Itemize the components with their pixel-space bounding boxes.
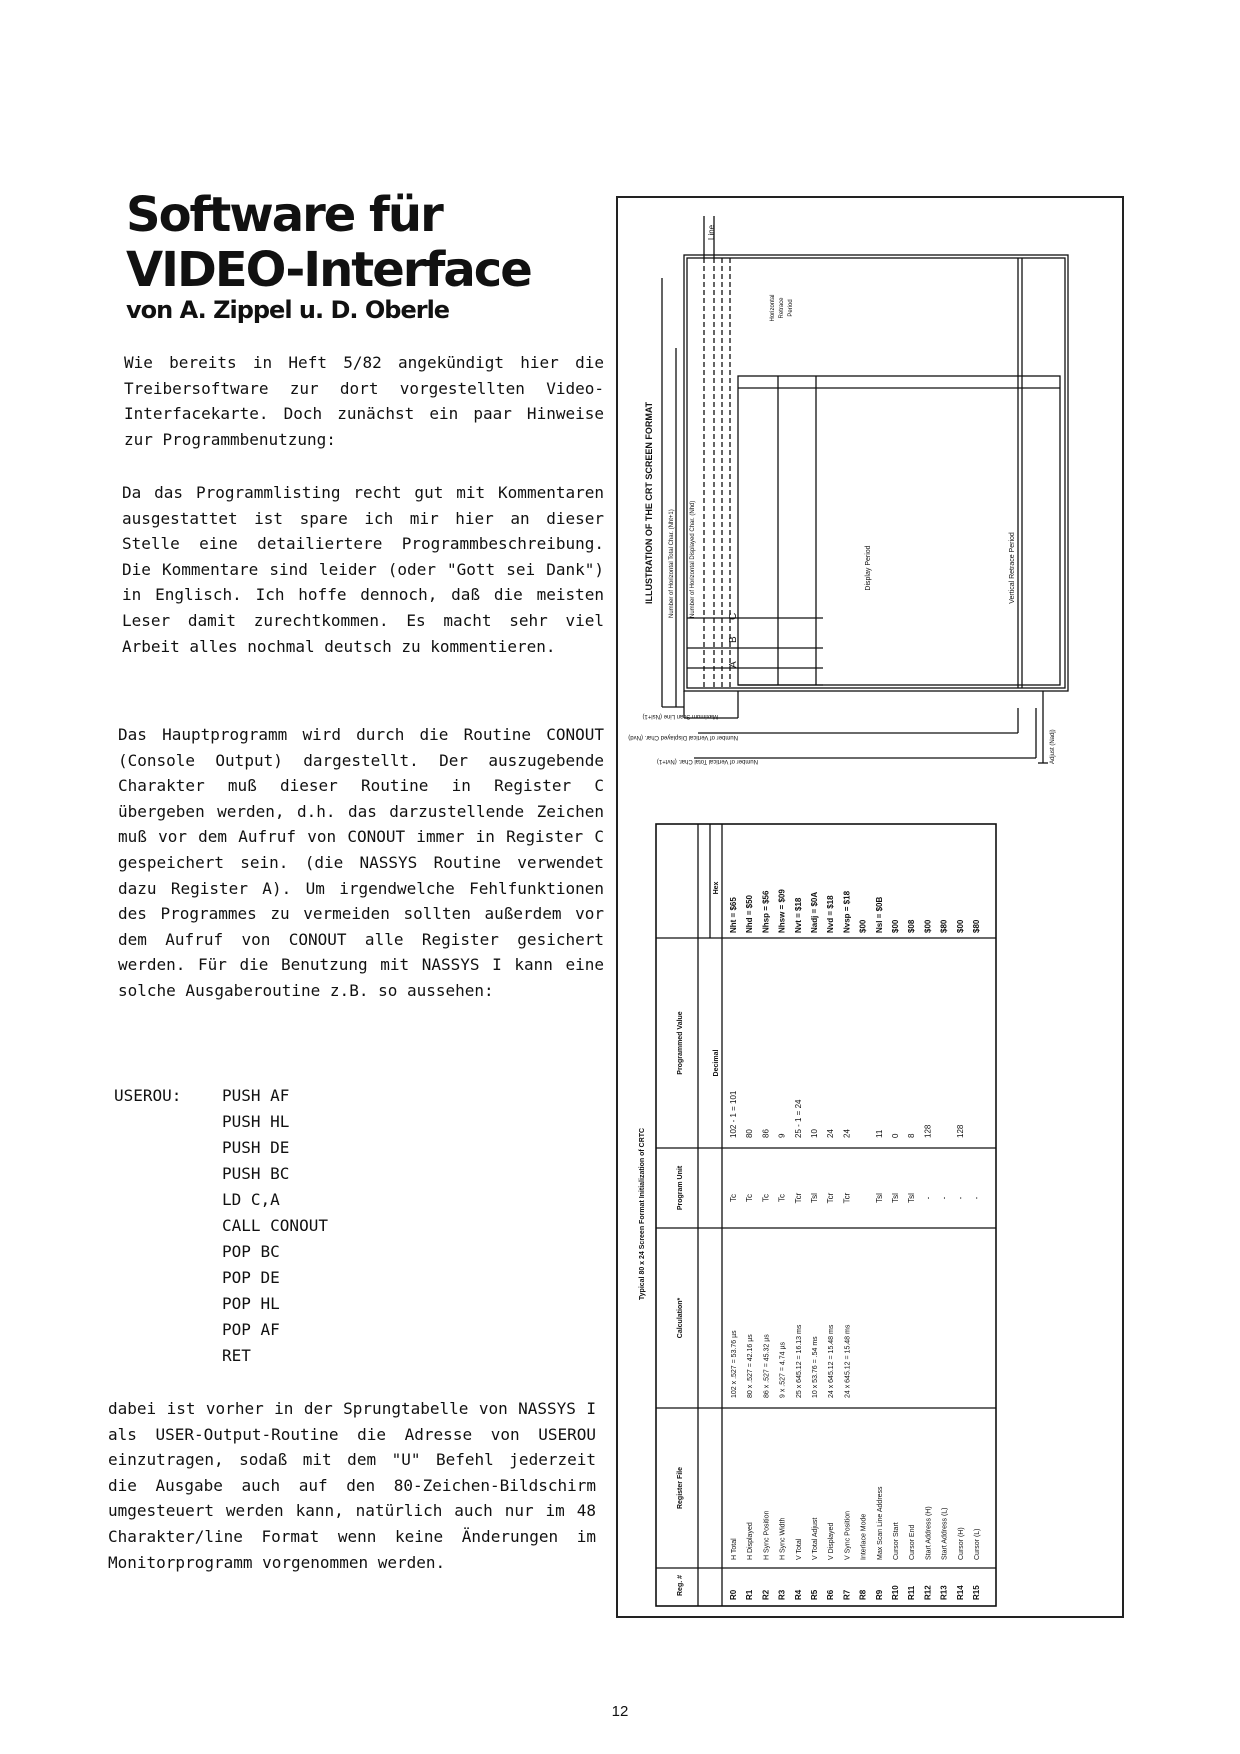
table-row-unit: Tc [761, 1194, 771, 1202]
code-line: PUSH DE [222, 1138, 290, 1157]
table-title: Typical 80 x 24 Screen Format Initialization of CRTC [639, 1127, 646, 1301]
code-instructions [222, 1083, 328, 1369]
table-row-reg: R1 [745, 1589, 755, 1600]
table-row-unit: Tc [777, 1194, 787, 1202]
table-row-name: Cursor Start [893, 1522, 900, 1560]
table-row-reg: R3 [777, 1589, 787, 1600]
table-row-decimal: 11 [874, 1129, 884, 1138]
screen-inner-frame [687, 258, 1065, 688]
table-row-hex: $08 [907, 919, 917, 933]
table-row-unit: Tcr [826, 1192, 836, 1204]
table-row-name: H Sync Position [763, 1510, 771, 1560]
table-row-decimal: 25 - 1 = 24 [793, 1099, 803, 1138]
table-row-hex: $00 [858, 919, 868, 933]
table-row-calc: 86 x .527 = 45.32 µs [763, 1334, 771, 1398]
table-row-calc: 24 x 645.12 = 15.48 ms [844, 1324, 852, 1398]
table-row-name: Interlace Mode [860, 1513, 868, 1560]
table-row-hex: Nvd = $18 [826, 895, 836, 933]
table-row-hex: Nsl = $0B [874, 896, 884, 933]
horizontal-total-label: Number of Horizontal Total Char. (Nht+1) [669, 509, 675, 618]
table-row-reg: R10 [891, 1585, 900, 1600]
table-row-decimal: 24 [826, 1129, 836, 1138]
table-row-decimal: 8 [907, 1133, 917, 1138]
table-row-reg: R8 [858, 1589, 868, 1600]
table-row-decimal: 0 [891, 1133, 900, 1138]
byline: von A. Zippel u. D. Oberle [126, 296, 450, 324]
line-label: Line [707, 224, 716, 240]
code-line: POP BC [222, 1242, 280, 1261]
table-row-unit: - [955, 1196, 965, 1200]
table-row-calc: 24 x 645.12 = 15.48 ms [828, 1324, 836, 1398]
title-line-2: VIDEO-Interface [126, 242, 531, 298]
table-row-unit: - [972, 1196, 981, 1200]
table-row-decimal: 128 [923, 1124, 933, 1138]
table-row-name: V Sync Position [844, 1510, 852, 1560]
header-decimal: Decimal [713, 1049, 720, 1077]
table-row-name: H Total [731, 1538, 738, 1560]
table-row-reg: R14 [955, 1585, 965, 1600]
table-row-unit: Tc [745, 1194, 755, 1202]
table-row-reg: R2 [761, 1589, 771, 1600]
table-row-hex: Nhd = $50 [745, 894, 755, 933]
table-row-hex: $00 [923, 919, 933, 933]
table-row-name: Cursor (H) [957, 1527, 965, 1560]
table-row-unit: - [923, 1196, 933, 1200]
table-row-decimal: 9 [777, 1133, 787, 1138]
table-row-unit: Tsl [810, 1193, 819, 1203]
table-row-unit: Tcr [793, 1192, 803, 1204]
horizontal-displayed-label: Number of Horizontal Displayed Char. (Nhd) [690, 500, 696, 618]
header-programmed: Programmed Value [677, 1011, 684, 1075]
table-row-reg: R4 [793, 1589, 803, 1600]
code-line: RET [222, 1346, 251, 1365]
table-row-hex: Nvsp = $18 [842, 890, 852, 933]
block-c-label: C [728, 612, 739, 620]
table-row-name: V Total [795, 1538, 803, 1560]
table-row-decimal: 102 - 1 = 101 [729, 1090, 738, 1138]
table-row-reg: R13 [939, 1585, 949, 1600]
code-line: POP DE [222, 1268, 280, 1287]
code-line: PUSH AF [222, 1086, 290, 1105]
table-row-unit: Tsl [907, 1193, 917, 1203]
table-row-reg: R15 [972, 1585, 981, 1600]
table-row-reg: R6 [826, 1589, 836, 1600]
table-row-calc: 25 x 645.12 = 16.13 ms [795, 1324, 803, 1398]
table-row-name: V Displayed [828, 1522, 836, 1560]
table-row-hex: Nhsp = $56 [761, 890, 771, 933]
table-row-hex: Nvt = $18 [793, 897, 803, 933]
table-row-calc: 9 x .527 = 4.74 µs [779, 1342, 787, 1398]
table-row-hex: $80 [972, 919, 981, 933]
title-line-1: Software für [126, 187, 442, 243]
horizontal-retrace-label: Retrace [779, 297, 785, 319]
table-row-decimal: 128 [955, 1124, 965, 1138]
table-row-decimal: 10 [810, 1129, 819, 1138]
code-line: PUSH BC [222, 1164, 290, 1183]
table-row-name: Max Scan Line Address [876, 1486, 884, 1560]
article-title [126, 188, 531, 298]
table-row-name: Start Address (L) [941, 1507, 949, 1560]
header-hex: Hex [713, 881, 720, 895]
horizontal-retrace-label: Horizontal [770, 294, 776, 322]
display-period-label: Display Period [865, 545, 872, 591]
table-row-hex: Nhsw = $09 [777, 889, 787, 933]
table-row-name: H Displayed [747, 1522, 755, 1560]
table-row-reg: R12 [923, 1585, 933, 1600]
crt-figure [616, 196, 1124, 1618]
vertical-displayed-label: Number of Vertical Displayed Char. (Nvd) [628, 734, 738, 740]
paragraph-intro: Wie bereits in Heft 5/82 angekündigt hier die Treibersoftware zur dort vorgestellten Video-Interfacekarte. Doch zunächst ein paar Hinweise zur Programmbenutzung: [124, 353, 604, 449]
screen-outer-frame [684, 255, 1068, 691]
horizontal-retrace-label: Period [788, 299, 794, 317]
header-program-unit: Program Unit [677, 1165, 684, 1211]
max-scan-line-label: Maximum Scan Line (Nsl+1) [642, 713, 718, 719]
table-row-name: H Sync Width [779, 1517, 787, 1560]
table-row-hex: $00 [891, 919, 900, 933]
crt-diagram-lines [656, 216, 1068, 1606]
table-row-unit: Tsl [874, 1193, 884, 1203]
table-row-hex: Nht = $65 [729, 897, 738, 933]
table-row-reg: R9 [874, 1589, 884, 1600]
paragraph-comments: Da das Programmlisting recht gut mit Kommentaren ausgestattet ist spare ich mir hier an dieser Stelle eine detailiertere Programmbeschreibung. Die Kommentare sind leider (oder "Gott sei Dank") in Englisch. Ich hoffe dennoch, daß die meisten Leser damit zurechtkommen. Es macht sehr viel Arbeit alles nochmal deutsch zu kommentieren. [122, 483, 604, 656]
page-number: 12 [611, 1703, 629, 1720]
table-row-reg: R0 [729, 1589, 738, 1600]
table-row-hex: $00 [955, 919, 965, 933]
table-row-reg: R5 [810, 1589, 819, 1600]
table-row-unit: Tsl [891, 1193, 900, 1203]
code-label: USEROU: [114, 1086, 182, 1105]
crt-figure-svg [618, 198, 1122, 1616]
table-row-unit: Tc [729, 1194, 738, 1202]
table-row-hex: $80 [939, 919, 949, 933]
code-line: CALL CONOUT [222, 1216, 328, 1235]
crt-table-text [639, 881, 981, 1600]
table-row-name: Start Address (H) [925, 1506, 933, 1560]
code-line: PUSH HL [222, 1112, 290, 1131]
vertical-retrace-label: Vertical Retrace Period [1009, 532, 1016, 604]
code-line: POP AF [222, 1320, 280, 1339]
adjust-label: Adjust (Nadj) [1050, 729, 1056, 764]
table-row-reg: R7 [842, 1589, 852, 1600]
table-row-calc: 102 x .527 = 53.76 µs [731, 1330, 738, 1398]
crt-figure-labels [628, 224, 1056, 764]
crtc-table-frame [656, 824, 996, 1606]
header-calculation: Calculation* [677, 1297, 684, 1339]
table-row-name: Cursor (L) [974, 1528, 981, 1560]
table-row-decimal: 24 [842, 1129, 852, 1138]
vertical-total-label: Number of Vertical Total Char. (Nvt+1) [656, 758, 758, 764]
block-a-label: A [728, 661, 739, 668]
table-row-calc: 80 x .527 = 42.16 µs [747, 1334, 755, 1398]
table-row-decimal: 80 [745, 1129, 755, 1138]
table-row-reg: R11 [907, 1585, 917, 1600]
table-row-calc: 10 x 53.76 = .54 ms [812, 1336, 819, 1398]
code-line: POP HL [222, 1294, 280, 1313]
table-row-name: V Total Adjust [812, 1517, 819, 1560]
table-row-unit: - [939, 1196, 949, 1200]
table-row-unit: Tcr [842, 1192, 852, 1204]
header-reg: Reg. # [677, 1574, 684, 1596]
table-row-decimal: 86 [761, 1129, 771, 1138]
table-row-hex: Nadj = $0A [810, 891, 819, 933]
block-b-label: B [728, 636, 739, 643]
code-line: LD C,A [222, 1190, 280, 1209]
paragraph-conout: Das Hauptprogramm wird durch die Routine CONOUT (Console Output) dargestellt. Der auszugebende Charakter muß dieser Routine in Register C übergeben werden, d.h. das darzustellende Zeichen muß vor dem Aufruf von CONOUT immer in Register C gespeichert sein. (die NASSYS Routine verwendet dazu Register A). Um irgendwelche Fehlfunktionen des Programmes zu vermeiden sollten außerdem vor dem Aufruf von CONOUT alle Register gesichert werden. Für die Benutzung mit NASSYS I kann eine solche Ausgaberoutine z.B. so aussehen: [118, 725, 604, 1000]
paragraph-userou: dabei ist vorher in der Sprungtabelle von NASSYS I als USER-Output-Routine die Adresse von USEROU einzutragen, sodaß mit dem "U" Befehl jederzeit die Ausgabe auch auf den 80-Zeichen-Bildschirm umgesteuert werden kann, natürlich auch nur im 48 Charakter/line Format wenn keine Änderungen im Monitorprogramm vorgenommen werden. [108, 1399, 596, 1572]
table-row-name: Cursor End [909, 1524, 917, 1560]
illustration-title: ILLUSTRATION OF THE CRT SCREEN FORMAT [644, 401, 654, 604]
display-period-area [738, 376, 1060, 685]
header-register-file: Register File [677, 1466, 684, 1510]
